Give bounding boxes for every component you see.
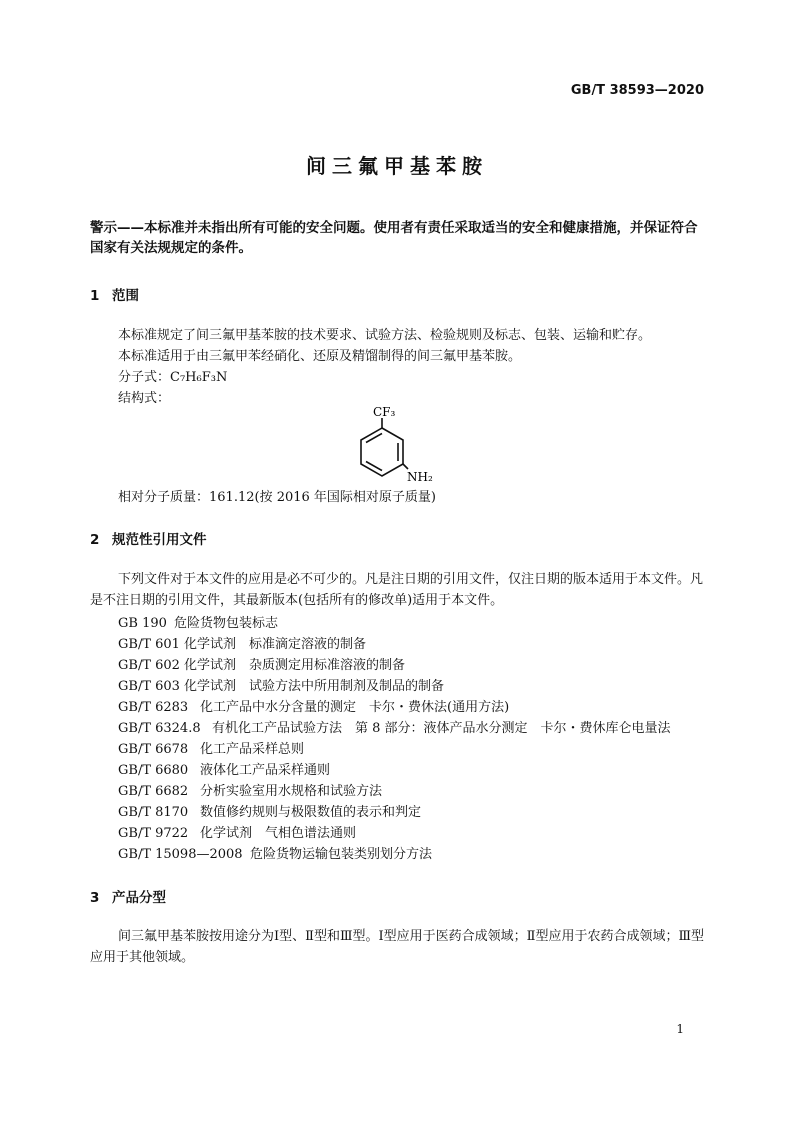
reference-title: 危险货物包装标志 [174,616,279,631]
reference-code: GB/T 9722 [118,826,189,841]
structure-label: 结构式： [118,391,171,406]
benzene-ring [361,428,403,476]
page-number: 1 [676,1022,684,1036]
reference-code: GB/T 6324.8 [118,721,201,736]
reference-title: 化学试剂 试验方法中所用制剂及制品的制备 [184,679,445,694]
reference-title: 化学试剂 杂质测定用标准溶液的制备 [184,658,406,673]
safety-warning: 警示——本标准并未指出所有可能的安全问题。使用者有责任采取适当的安全和健康措施，并保证符合国家有关法规规定的条件。 [90,220,698,256]
section-title: 产品分型 [112,890,166,906]
reference-item [118,780,382,799]
reference-item [118,612,278,631]
reference-item [118,759,330,778]
reference-code: GB/T 601 [118,637,180,652]
reference-item [118,696,509,715]
reference-title: 化学试剂 气相色谱法通则 [200,826,357,841]
section-number: 3 [90,890,100,906]
cf3-group: CF₃ [373,405,396,419]
nh2-group: NH₂ [407,470,433,484]
nh2-bond [403,464,408,469]
benzene-ring-diagram [350,405,450,489]
reference-title: 化学试剂 标准滴定溶液的制备 [184,637,367,652]
reference-item [118,633,366,652]
section-title: 规范性引用文件 [112,532,207,548]
section-title: 范围 [112,288,139,304]
product-classification-text: 间三氟甲基苯胺按用途分为Ⅰ型、Ⅱ型和Ⅲ型。Ⅰ型应用于医药合成领域；Ⅱ型应用于农药合成领域；Ⅲ型应用于其他领域。 [90,929,705,965]
structural-formula [350,405,450,493]
reference-title: 化工产品中水分含量的测定 卡尔・费休法(通用方法) [200,700,510,715]
reference-code: GB/T 603 [118,679,180,694]
scope-paragraph-1: 本标准规定了间三氟甲基苯胺的技术要求、试验方法、检验规则及标志、包装、运输和贮存。 [118,328,652,343]
reference-item [118,675,444,694]
formula-value: C₇H₆F₃N [170,370,228,385]
ring-double-bond [366,462,382,471]
reference-code: GB/T 6682 [118,784,189,799]
reference-item [118,822,356,841]
molar-mass: 相对分子质量：161.12(按 2016 年国际相对原子质量) [118,490,436,505]
reference-code: GB/T 8170 [118,805,189,820]
section-3-heading [90,886,166,906]
section-2-heading [90,528,207,548]
ring-double-bond [366,434,382,443]
normative-intro: 下列文件对于本文件的应用是必不可少的。凡是注日期的引用文件，仅注日期的版本适用于本文件。凡是不注日期的引用文件，其最新版本(包括所有的修改单)适用于本文件。 [90,572,704,608]
reference-title: 化工产品采样总则 [200,742,305,757]
reference-title: 分析实验室用水规格和试验方法 [200,784,383,799]
reference-title: 有机化工产品试验方法 第 8 部分：液体产品水分测定 卡尔・费休库仑电量法 [212,721,671,736]
standard-number: GB/T 38593—2020 [570,83,704,98]
section-number: 2 [90,532,100,548]
reference-code: GB/T 15098—2008 [118,847,243,862]
reference-title: 液体化工产品采样通则 [200,763,331,778]
section-1-heading [90,284,139,304]
formula-label: 分子式： [118,370,171,385]
molecular-formula [118,366,227,385]
reference-code: GB/T 602 [118,658,180,673]
document-title: 间三氟甲基苯胺 [306,154,488,178]
reference-item [118,801,421,820]
reference-code: GB/T 6678 [118,742,189,757]
reference-code: GB 190 [118,616,167,631]
reference-title: 危险货物运输包装类别划分方法 [250,847,433,862]
scope-paragraph-2: 本标准适用于由三氟甲苯经硝化、还原及精馏制得的间三氟甲基苯胺。 [118,349,522,364]
reference-code: GB/T 6283 [118,700,189,715]
reference-item [118,738,304,757]
reference-code: GB/T 6680 [118,763,189,778]
reference-item [118,654,405,673]
reference-title: 数值修约规则与极限数值的表示和判定 [200,805,422,820]
reference-item [118,843,432,862]
section-number: 1 [90,288,100,304]
reference-item [118,717,671,736]
